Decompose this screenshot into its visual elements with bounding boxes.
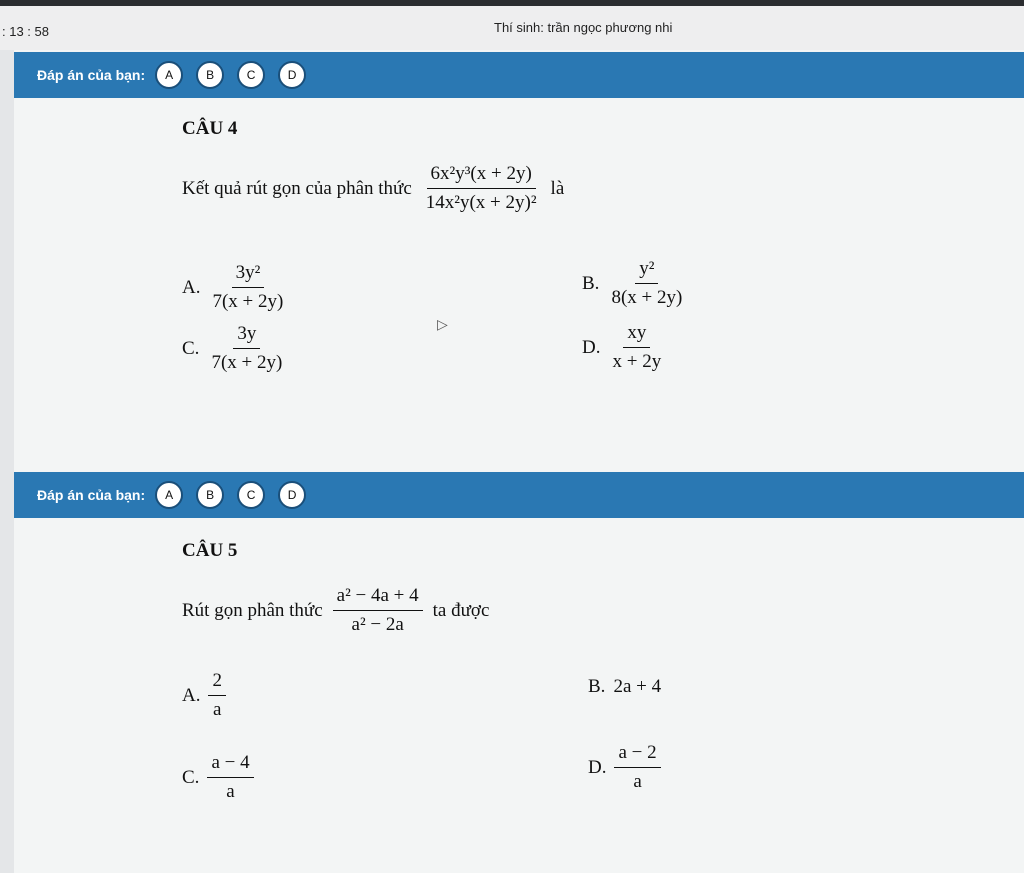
fraction-denominator: a	[226, 781, 235, 802]
fraction-denominator: a² − 2a	[351, 614, 404, 635]
choice-fraction	[208, 670, 226, 721]
choice-fraction	[207, 752, 253, 803]
fraction-numerator: 6x²y³(x + 2y)	[427, 163, 536, 189]
choice-b	[588, 676, 661, 698]
fraction-denominator: x + 2y	[612, 351, 662, 372]
answer-option-b[interactable]: B	[196, 481, 224, 509]
answer-option-b[interactable]: B	[196, 61, 224, 89]
choice-letter: C.	[182, 766, 200, 788]
answer-label: Đáp án của bạn:	[37, 67, 146, 83]
fraction-denominator: 8(x + 2y)	[611, 287, 683, 308]
choice-fraction	[208, 262, 287, 313]
fraction-numerator: 2	[208, 670, 226, 696]
question-suffix: là	[550, 177, 565, 199]
fraction-numerator: xy	[623, 322, 650, 348]
choice-letter: B.	[582, 272, 600, 294]
choice-fraction	[608, 322, 665, 373]
top-bar	[0, 0, 1024, 50]
mouse-pointer-icon: ▷	[437, 316, 448, 332]
choice-c	[182, 752, 254, 803]
fraction-numerator: 3y²	[232, 262, 265, 288]
fraction-numerator: a − 2	[614, 742, 660, 768]
question-fraction	[422, 163, 541, 214]
choice-a	[182, 262, 287, 313]
answer-option-c[interactable]: C	[237, 481, 265, 509]
question-suffix: ta được	[432, 599, 490, 621]
answer-option-a[interactable]: A	[155, 61, 183, 89]
fraction-denominator: 7(x + 2y)	[211, 352, 283, 373]
choice-a	[182, 670, 226, 721]
choice-letter: A.	[182, 684, 201, 706]
fraction-denominator: a	[633, 771, 642, 792]
fraction-numerator: a − 4	[207, 752, 253, 778]
question-fraction	[333, 585, 423, 636]
choice-fraction	[607, 258, 686, 309]
choice-fraction	[614, 742, 660, 793]
fraction-numerator: 3y	[233, 323, 260, 349]
answer-option-c[interactable]: C	[237, 61, 265, 89]
question-prompt: Rút gọn phân thức	[182, 599, 323, 621]
question-statement	[182, 163, 564, 214]
choice-letter: D.	[588, 756, 607, 778]
answer-bar-q4	[14, 52, 1024, 98]
choice-d	[588, 742, 661, 793]
fraction-denominator: 14x²y(x + 2y)²	[425, 192, 537, 213]
choice-letter: A.	[182, 276, 201, 298]
choice-fraction	[207, 323, 286, 374]
countdown-timer: : 13 : 58	[2, 24, 49, 39]
window-edge	[0, 0, 1024, 6]
fraction-numerator: y²	[635, 258, 658, 284]
question-title: CÂU 5	[182, 540, 238, 561]
answer-option-d[interactable]: D	[278, 61, 306, 89]
choice-letter: B.	[588, 676, 606, 697]
answer-bar-q5	[14, 472, 1024, 518]
candidate-name: Thí sinh: trần ngọc phương nhi	[494, 20, 673, 35]
choice-b	[582, 258, 686, 309]
answer-option-d[interactable]: D	[278, 481, 306, 509]
question-prompt: Kết quả rút gọn của phân thức	[182, 177, 412, 199]
fraction-numerator: a² − 4a + 4	[333, 585, 423, 611]
answer-label: Đáp án của bạn:	[37, 487, 146, 503]
fraction-denominator: 7(x + 2y)	[212, 291, 284, 312]
choice-letter: C.	[182, 337, 200, 359]
choice-d	[582, 322, 665, 373]
answer-option-a[interactable]: A	[155, 481, 183, 509]
choice-letter: D.	[582, 336, 601, 358]
question-statement	[182, 585, 489, 636]
question-title: CÂU 4	[182, 118, 238, 139]
fraction-denominator: a	[213, 699, 222, 720]
choice-text: 2a + 4	[613, 676, 662, 697]
choice-c	[182, 323, 286, 374]
